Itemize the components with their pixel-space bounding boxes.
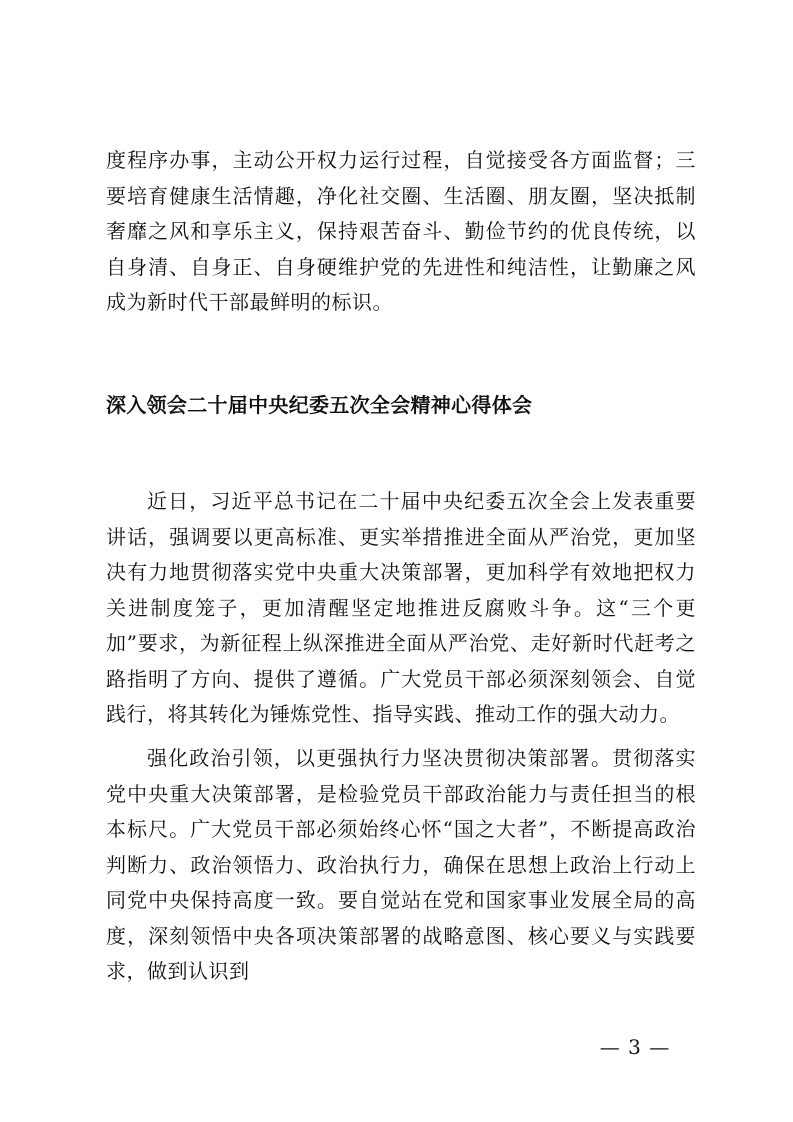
body-paragraph: 近日，习近平总书记在二十届中央纪委五次全会上发表重要讲话，强调要以更高标准、更实举措推进全面从严治党，更加坚决有力地贯彻落实党中央重大决策部署，更加科学有效地把权力关进制度笼子，更加清醒坚定地推进反腐败斗争。这“三个更加”要求，为新征程上纵深推进全面从严治党、走好新时代赶考之路指明了方向、提供了遵循。广大党员干部必须深刻领会、自觉践行，将其转化为锤炼党性、指导实践、推动工作的强大动力。 — [106, 489, 696, 726]
body-paragraph: 强化政治引领，以更强执行力坚决贯彻决策部署。贯彻落实党中央重大决策部署，是检验党员干部政治能力与责任担当的根本标尺。广大党员干部必须始终心怀“国之大者”，不断提高政治判断力、政治领悟力、政治执行力，确保在思想上政治上行动上同党中央保持高度一致。要自觉站在党和国家事业发展全局的高度，深刻领悟中央各项决策部署的战略意图、核心要义与实践要求，做到认识到 — [106, 746, 696, 983]
body-paragraph: 度程序办事，主动公开权力运行过程，自觉接受各方面监督；三要培育健康生活情趣，净化社交圈、生活圈、朋友圈，坚决抵制奢靡之风和享乐主义，保持艰苦奋斗、勤俭节约的优良传统，以自身清、自身正、自身硬维护党的先进性和纯洁性，让勤廉之风成为新时代干部最鲜明的标识。 — [106, 148, 696, 314]
section-title: 深入领会二十届中央纪委五次全会精神心得体会 — [106, 393, 533, 417]
page-number: — 3 — — [599, 1035, 671, 1059]
